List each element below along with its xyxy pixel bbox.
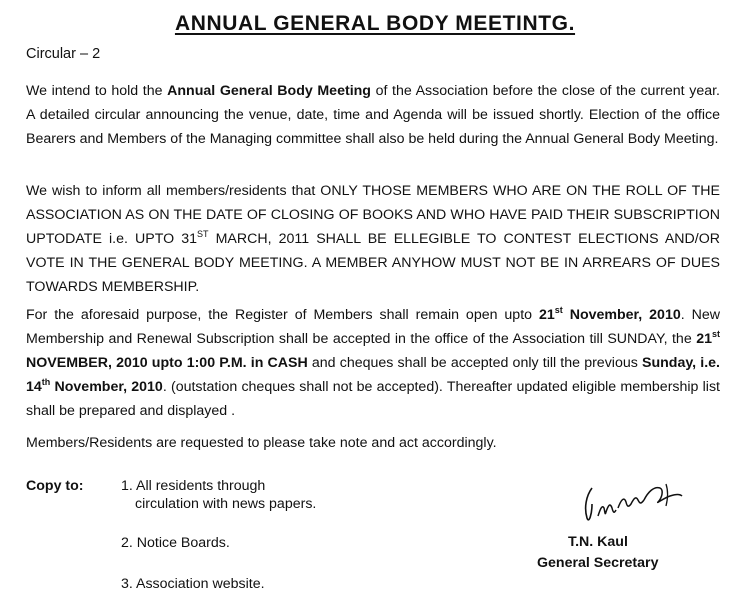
signatory-name: T.N. Kaul [568,534,628,550]
paragraph-closing: Members/Residents are requested to please take note and act accordingly. [26,435,497,451]
notice-title: ANNUAL GENERAL BODY MEETINTG. [174,12,576,35]
copy-item-2: 2. Notice Boards. [121,535,230,551]
signature-image [578,474,688,529]
signatory-title: General Secretary [537,555,659,571]
paragraph-announcement: We intend to hold the Annual General Body Meeting of the Association before the close of the current year. A detailed circular announcing the venue, date, time and Agenda will be issued shortly. Election of the office Bearers and Members of the Managing committee shall also be held during the Annual General Body Meeting. [26,83,720,147]
paragraph-eligibility: We wish to inform all members/residents that ONLY THOSE MEMBERS WHO ARE ON THE ROLL OF THE ASSOCIATION AS ON THE DATE OF CLOSING OF BOOKS AND WHO HAVE PAID THEIR SUBSCRIPTION UPTODATE i.e. UPTO 31ST MARCH, 2011 SHALL BE ELLEGIBLE TO CONTEST ELECTIONS AND/OR VOTE IN THE GENERAL BODY MEETING. A MEMBER ANYHOW MUST NOT BE IN ARREARS OF DUES TOWARDS MEMBERSHIP. [26,183,721,295]
circular-number: Circular – 2 [26,46,101,62]
copy-item-1: 1. All residents through [121,478,266,494]
copy-item-3: 3. Association website. [121,576,265,592]
copy-to-label: Copy to: [26,478,84,494]
paragraph-register: For the aforesaid purpose, the Register of Members shall remain open upto 21st November, 2010. New Membership and Renewal Subscription shall be accepted in the office of the Association till SUNDAY, the 21st NOVEMBER, 2010 upto 1:00 P.M. in CASH and cheques shall be accepted only till the previous Sunday, i.e. 14th November, 2010. (outstation cheques shall not be accepted). Thereafter updated eligible membership list shall be prepared and displayed . [26,305,720,419]
copy-item-1-continued: circulation with news papers. [135,496,317,512]
